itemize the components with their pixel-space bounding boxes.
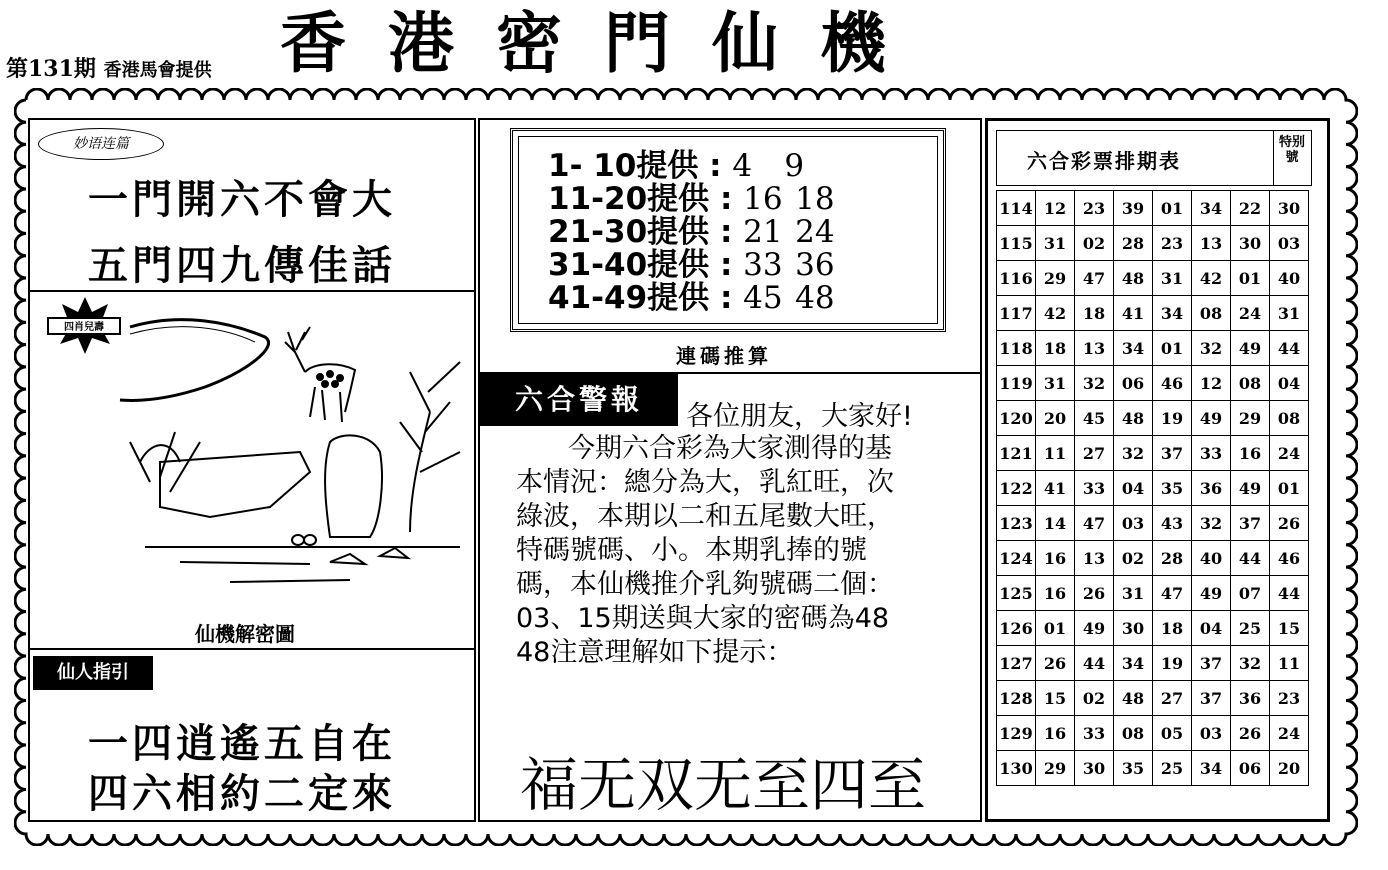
number-cell: 46 xyxy=(1153,366,1192,401)
number-cell: 06 xyxy=(1231,751,1270,786)
number-cell: 23 xyxy=(1270,681,1309,716)
number-cell: 33 xyxy=(1075,716,1114,751)
table-row xyxy=(997,611,1309,646)
number-cell: 29 xyxy=(1231,401,1270,436)
number-cell: 49 xyxy=(1075,611,1114,646)
number-cell: 45 xyxy=(1075,401,1114,436)
number-cell: 01 xyxy=(1231,261,1270,296)
number-cell: 35 xyxy=(1153,471,1192,506)
number-cell: 31 xyxy=(1036,366,1075,401)
table-row xyxy=(997,471,1309,506)
number-cell: 32 xyxy=(1075,366,1114,401)
issue-cell: 119 xyxy=(997,366,1036,401)
number-cell: 37 xyxy=(1192,681,1231,716)
number-cell: 39 xyxy=(1114,191,1153,226)
number-cell: 26 xyxy=(1270,506,1309,541)
table-row xyxy=(997,261,1309,296)
ranges-caption: 連碼推算 xyxy=(676,344,772,368)
number-cell: 37 xyxy=(1153,436,1192,471)
number-cell: 42 xyxy=(1036,296,1075,331)
number-cell: 30 xyxy=(1114,611,1153,646)
number-cell: 31 xyxy=(1036,226,1075,261)
number-cell: 04 xyxy=(1192,611,1231,646)
number-cell: 11 xyxy=(1270,646,1309,681)
number-cell: 24 xyxy=(1270,436,1309,471)
number-cell: 08 xyxy=(1114,716,1153,751)
table-row xyxy=(997,226,1309,261)
range-number: 9 xyxy=(784,148,805,184)
poem-line-3: 一四逍遙五自在 xyxy=(88,721,396,767)
number-cell: 08 xyxy=(1192,296,1231,331)
poem-line-2: 五門四九傳佳話 xyxy=(88,243,396,289)
number-cell: 47 xyxy=(1075,261,1114,296)
oval-label: 妙语连篇 xyxy=(38,128,164,160)
number-cell: 18 xyxy=(1153,611,1192,646)
number-cell: 33 xyxy=(1075,471,1114,506)
number-cell: 02 xyxy=(1075,226,1114,261)
number-cell: 29 xyxy=(1036,751,1075,786)
analysis-paragraph xyxy=(516,432,894,670)
number-cell: 25 xyxy=(1153,751,1192,786)
divider xyxy=(1273,131,1274,185)
schedule-title: 六合彩票排期表 xyxy=(1027,149,1181,173)
number-cell: 49 xyxy=(1192,576,1231,611)
number-cell: 32 xyxy=(1192,331,1231,366)
issue-cell: 120 xyxy=(997,401,1036,436)
number-cell: 13 xyxy=(1192,226,1231,261)
special-number-label: 特别號 xyxy=(1279,135,1306,165)
table-row xyxy=(997,576,1309,611)
poem-line-1: 一門開六不會大 xyxy=(88,177,396,223)
range-colon: : xyxy=(719,181,733,217)
number-cell: 12 xyxy=(1192,366,1231,401)
number-cell: 04 xyxy=(1114,471,1153,506)
issue-cell: 115 xyxy=(997,226,1036,261)
number-cell: 35 xyxy=(1114,751,1153,786)
number-cell: 08 xyxy=(1270,401,1309,436)
table-row xyxy=(997,751,1309,786)
number-cell: 37 xyxy=(1192,646,1231,681)
number-cell: 30 xyxy=(1075,751,1114,786)
range-number: 18 xyxy=(795,181,835,217)
number-cell: 37 xyxy=(1231,506,1270,541)
number-cell: 34 xyxy=(1153,296,1192,331)
number-cell: 12 xyxy=(1036,191,1075,226)
range-colon: : xyxy=(719,280,733,316)
issue-cell: 126 xyxy=(997,611,1036,646)
ranges-list xyxy=(548,150,847,315)
paragraph-line: 48注意理解如下提示： xyxy=(516,637,794,668)
number-cell: 18 xyxy=(1075,296,1114,331)
range-number: 45 xyxy=(743,280,783,316)
number-cell: 16 xyxy=(1036,576,1075,611)
issue-cell: 127 xyxy=(997,646,1036,681)
range-colon: : xyxy=(719,214,733,250)
number-cell: 29 xyxy=(1036,261,1075,296)
number-cell: 23 xyxy=(1075,191,1114,226)
paragraph-line: 特碼號碼、小。本期乳捧的號 xyxy=(516,535,867,566)
number-cell: 34 xyxy=(1192,191,1231,226)
number-cell: 15 xyxy=(1036,681,1075,716)
range-colon: : xyxy=(709,148,722,184)
number-cell: 31 xyxy=(1114,576,1153,611)
number-cell: 24 xyxy=(1270,716,1309,751)
schedule-header xyxy=(996,130,1312,186)
number-cell: 11 xyxy=(1036,436,1075,471)
number-cell: 15 xyxy=(1270,611,1309,646)
issue-cell: 114 xyxy=(997,191,1036,226)
number-cell: 01 xyxy=(1153,331,1192,366)
range-number: 33 xyxy=(743,247,783,283)
number-cell: 34 xyxy=(1192,751,1231,786)
number-cell: 32 xyxy=(1231,646,1270,681)
number-cell: 26 xyxy=(1231,716,1270,751)
hint-text: 福无双无至四至 xyxy=(520,751,927,819)
number-cell: 44 xyxy=(1075,646,1114,681)
issue-cell: 117 xyxy=(997,296,1036,331)
range-row xyxy=(548,150,847,183)
issue-cell: 122 xyxy=(997,471,1036,506)
table-row xyxy=(997,366,1309,401)
issue-cell: 121 xyxy=(997,436,1036,471)
issue-cell: 128 xyxy=(997,681,1036,716)
range-number: 24 xyxy=(795,214,835,250)
range-row xyxy=(548,216,847,249)
range-label: 11-20提供 xyxy=(548,181,710,217)
number-cell: 31 xyxy=(1270,296,1309,331)
number-cell: 47 xyxy=(1075,506,1114,541)
number-cell: 20 xyxy=(1270,751,1309,786)
schedule-table xyxy=(996,190,1309,786)
table-row xyxy=(997,541,1309,576)
range-label: 1- 10提供 xyxy=(548,148,699,184)
number-cell: 30 xyxy=(1231,226,1270,261)
table-row xyxy=(997,716,1309,751)
number-cell: 49 xyxy=(1231,331,1270,366)
number-cell: 48 xyxy=(1114,261,1153,296)
number-cell: 41 xyxy=(1036,471,1075,506)
range-number: 48 xyxy=(795,280,835,316)
number-cell: 16 xyxy=(1036,716,1075,751)
table-row xyxy=(997,191,1309,226)
number-cell: 02 xyxy=(1114,541,1153,576)
range-label: 21-30提供 xyxy=(548,214,710,250)
number-cell: 26 xyxy=(1075,576,1114,611)
issue-cell: 130 xyxy=(997,751,1036,786)
number-cell: 40 xyxy=(1270,261,1309,296)
number-cell: 49 xyxy=(1231,471,1270,506)
table-row xyxy=(997,401,1309,436)
number-cell: 26 xyxy=(1036,646,1075,681)
number-cell: 01 xyxy=(1153,191,1192,226)
number-cell: 16 xyxy=(1231,436,1270,471)
poem-line-4: 四六相約二定來 xyxy=(88,771,396,817)
number-cell: 49 xyxy=(1192,401,1231,436)
range-label: 41-49提供 xyxy=(548,280,710,316)
number-cell: 14 xyxy=(1036,506,1075,541)
paragraph-line: 綠波，本期以二和五尾數大旺， xyxy=(516,501,894,532)
number-cell: 23 xyxy=(1153,226,1192,261)
range-number: 16 xyxy=(743,181,783,217)
main-title: 香港密門仙機 xyxy=(280,5,928,82)
range-label: 31-40提供 xyxy=(548,247,710,283)
table-row xyxy=(997,681,1309,716)
number-cell: 32 xyxy=(1192,506,1231,541)
number-cell: 27 xyxy=(1153,681,1192,716)
table-row xyxy=(997,436,1309,471)
number-cell: 28 xyxy=(1153,541,1192,576)
number-cell: 27 xyxy=(1075,436,1114,471)
number-cell: 44 xyxy=(1270,331,1309,366)
number-cell: 01 xyxy=(1270,471,1309,506)
provider-label: 香港馬會提供 xyxy=(103,60,212,81)
number-cell: 20 xyxy=(1036,401,1075,436)
issue-cell: 118 xyxy=(997,331,1036,366)
number-cell: 03 xyxy=(1270,226,1309,261)
range-row xyxy=(548,249,847,282)
number-cell: 22 xyxy=(1231,191,1270,226)
range-number: 4 xyxy=(732,148,753,184)
table-row xyxy=(997,296,1309,331)
number-cell: 18 xyxy=(1036,331,1075,366)
number-cell: 03 xyxy=(1114,506,1153,541)
issue-cell: 123 xyxy=(997,506,1036,541)
number-cell: 33 xyxy=(1192,436,1231,471)
range-number: 21 xyxy=(743,214,783,250)
table-row xyxy=(997,646,1309,681)
issue-cell: 125 xyxy=(997,576,1036,611)
number-cell: 02 xyxy=(1075,681,1114,716)
number-cell: 13 xyxy=(1075,331,1114,366)
number-cell: 48 xyxy=(1114,681,1153,716)
issue-number: 第131期 xyxy=(6,56,96,82)
number-cell: 28 xyxy=(1114,226,1153,261)
number-cell: 08 xyxy=(1231,366,1270,401)
number-cell: 44 xyxy=(1270,576,1309,611)
number-cell: 44 xyxy=(1231,541,1270,576)
issue-cell: 124 xyxy=(997,541,1036,576)
number-cell: 47 xyxy=(1153,576,1192,611)
range-row xyxy=(548,183,847,216)
divider xyxy=(30,648,474,650)
number-cell: 07 xyxy=(1231,576,1270,611)
number-cell: 13 xyxy=(1075,541,1114,576)
number-cell: 05 xyxy=(1153,716,1192,751)
issue-line xyxy=(6,52,212,83)
number-cell: 24 xyxy=(1231,296,1270,331)
number-cell: 36 xyxy=(1231,681,1270,716)
number-cell: 36 xyxy=(1192,471,1231,506)
range-row xyxy=(548,282,847,315)
paragraph-line: 本情況：總分為大，乳紅旺，次 xyxy=(516,467,894,498)
number-cell: 04 xyxy=(1270,366,1309,401)
paragraph-line: 03、15期送與大家的密碼為48 xyxy=(516,603,890,634)
issue-cell: 129 xyxy=(997,716,1036,751)
number-cell: 03 xyxy=(1192,716,1231,751)
range-colon: : xyxy=(719,247,733,283)
number-cell: 48 xyxy=(1114,401,1153,436)
paragraph-line: 今期六合彩為大家測得的基 xyxy=(568,433,892,464)
image-caption: 仙機解密圖 xyxy=(195,622,295,646)
table-row xyxy=(997,506,1309,541)
number-cell: 19 xyxy=(1153,646,1192,681)
number-cell: 31 xyxy=(1153,261,1192,296)
number-cell: 34 xyxy=(1114,331,1153,366)
number-cell: 40 xyxy=(1192,541,1231,576)
landscape-illustration xyxy=(30,292,474,648)
number-cell: 46 xyxy=(1270,541,1309,576)
issue-cell: 116 xyxy=(997,261,1036,296)
number-cell: 43 xyxy=(1153,506,1192,541)
greeting: 各位朋友，大家好! xyxy=(686,401,913,432)
number-cell: 32 xyxy=(1114,436,1153,471)
number-cell: 16 xyxy=(1036,541,1075,576)
badge-text: 四肖兒壽 xyxy=(64,322,104,333)
alarm-label: 六合警報 xyxy=(480,374,678,426)
range-number: 36 xyxy=(795,247,835,283)
guide-label: 仙人指引 xyxy=(33,656,153,690)
table-row xyxy=(997,331,1309,366)
number-cell: 19 xyxy=(1153,401,1192,436)
number-cell: 41 xyxy=(1114,296,1153,331)
number-cell: 25 xyxy=(1231,611,1270,646)
number-cell: 30 xyxy=(1270,191,1309,226)
paragraph-line: 碼，本仙機推介乳夠號碼二個： xyxy=(516,569,894,600)
number-cell: 01 xyxy=(1036,611,1075,646)
number-cell: 34 xyxy=(1114,646,1153,681)
number-cell: 42 xyxy=(1192,261,1231,296)
number-cell: 06 xyxy=(1114,366,1153,401)
